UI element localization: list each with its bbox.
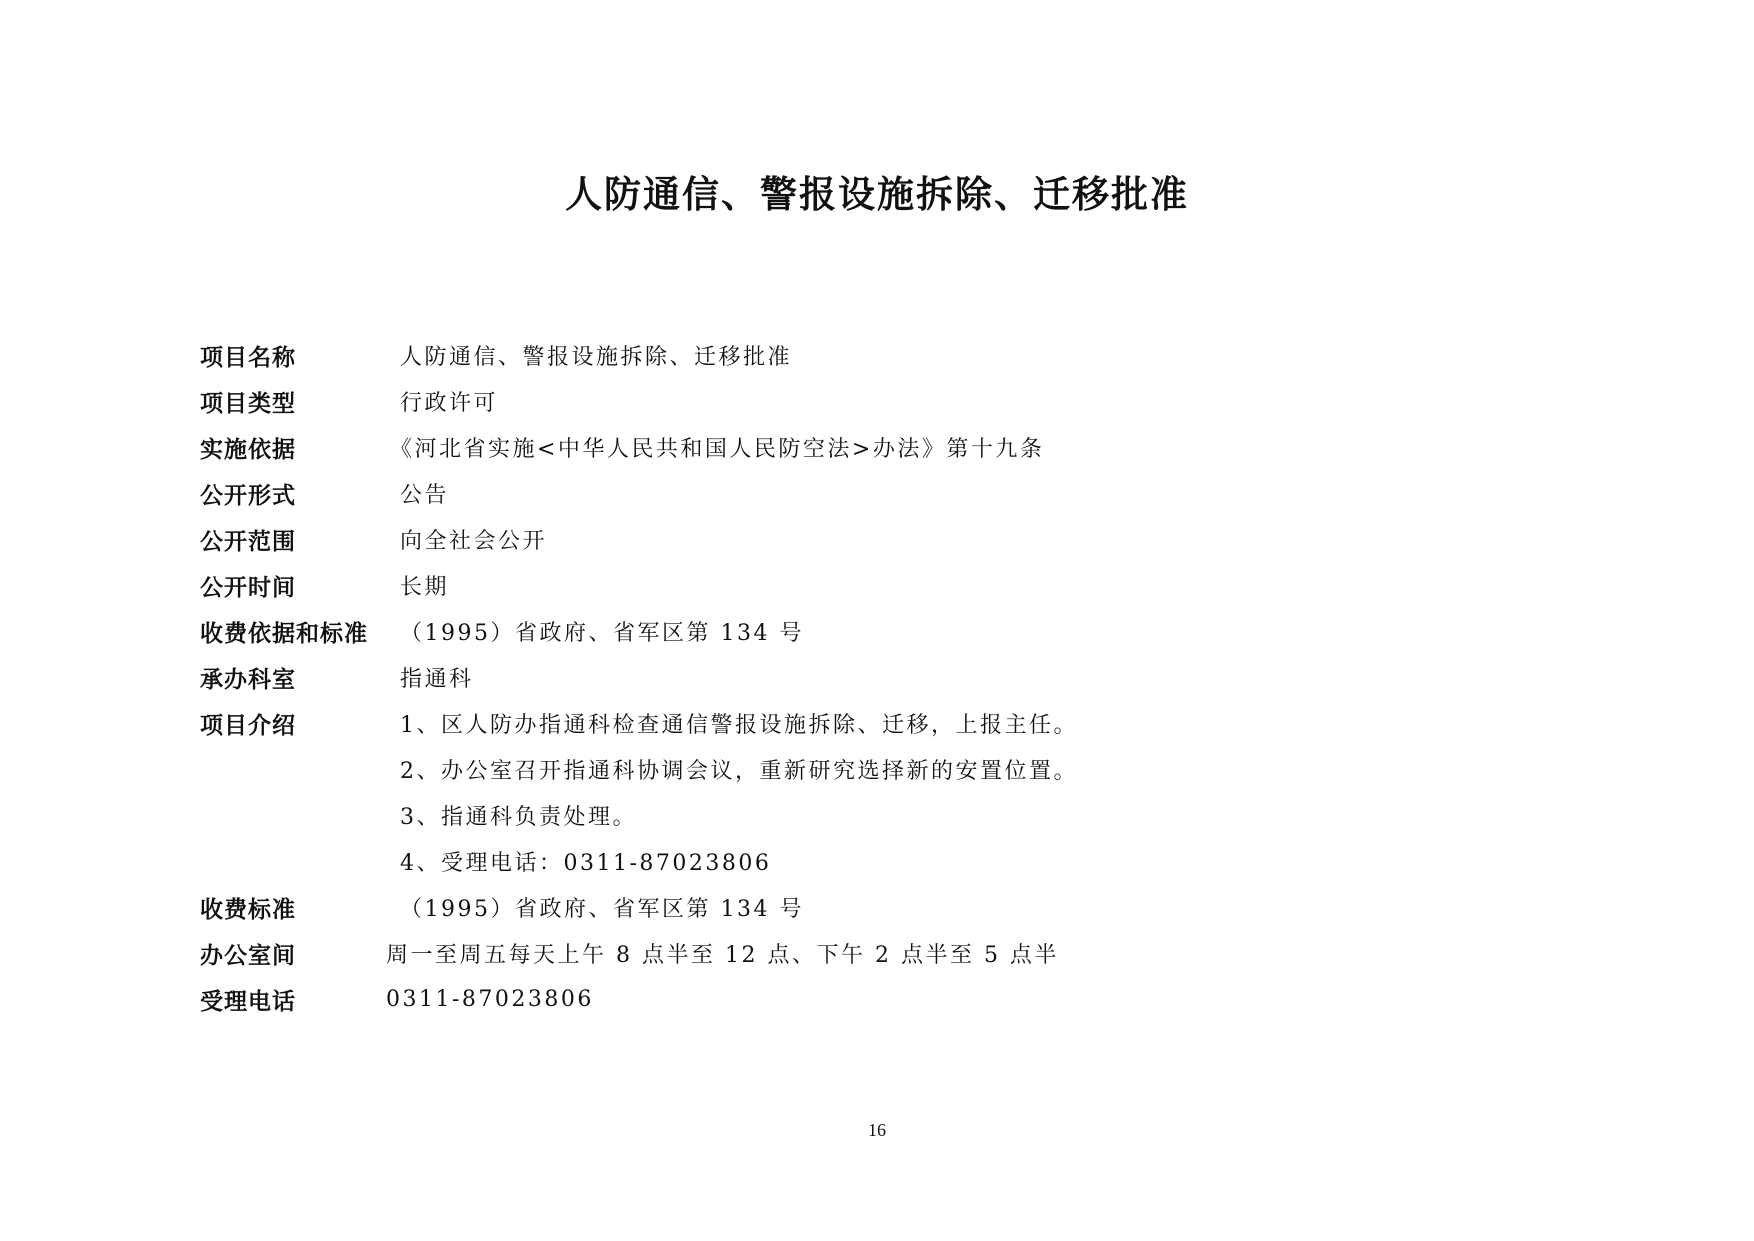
field-value: （1995）省政府、省军区第 134 号	[400, 896, 804, 922]
page-title: 人防通信、警报设施拆除、迁移批准	[565, 173, 1189, 216]
field-value: 4、受理电话：0311-87023806	[400, 850, 772, 876]
field-row-disclosure-time	[200, 562, 449, 608]
field-label: 办公室间	[200, 942, 296, 969]
field-label: 公开形式	[200, 482, 296, 509]
field-value: 《河北省实施<中华人民共和国人民防空法>办法》第十九条	[390, 436, 1045, 462]
field-label: 收费标准	[200, 896, 296, 923]
field-row-project-type	[200, 378, 498, 424]
field-value: 长期	[400, 574, 450, 600]
field-row-office-hours	[200, 930, 1059, 976]
field-value: 向全社会公开	[400, 528, 548, 554]
field-row-disclosure-form	[200, 470, 449, 516]
field-label: 实施依据	[200, 436, 296, 463]
field-label: 公开范围	[200, 528, 296, 555]
field-row-contact-phone	[200, 976, 594, 1022]
field-row-project-intro-2	[200, 746, 1078, 792]
field-row-fee-basis	[200, 608, 804, 654]
field-value: 行政许可	[400, 390, 499, 416]
field-label: 公开时间	[200, 574, 296, 601]
field-value: 0311-87023806	[386, 986, 594, 1012]
field-value: 人防通信、警报设施拆除、迁移批准	[400, 344, 793, 370]
field-label: 项目名称	[200, 344, 296, 371]
field-value: 指通科	[400, 666, 474, 692]
field-row-responsible-dept	[200, 654, 474, 700]
field-row-project-name	[200, 332, 792, 378]
field-value: （1995）省政府、省军区第 134 号	[400, 620, 804, 646]
field-value: 公告	[400, 482, 450, 508]
field-value: 1、区人防办指通科检查通信警报设施拆除、迁移，上报主任。	[400, 712, 1078, 738]
field-label: 承办科室	[200, 666, 296, 693]
field-row-fee-standard	[200, 884, 804, 930]
field-row-project-intro	[200, 700, 1078, 746]
field-label: 受理电话	[200, 988, 296, 1015]
field-value: 周一至周五每天上午 8 点半至 12 点、下午 2 点半至 5 点半	[386, 942, 1059, 968]
field-value: 2、办公室召开指通科协调会议，重新研究选择新的安置位置。	[400, 758, 1078, 784]
field-label: 收费依据和标准	[200, 620, 368, 647]
field-row-disclosure-scope	[200, 516, 547, 562]
field-row-project-intro-3	[200, 792, 637, 838]
field-row-legal-basis	[200, 424, 1044, 470]
field-row-project-intro-4	[200, 838, 771, 884]
field-label: 项目介绍	[200, 712, 296, 739]
field-value: 3、指通科负责处理。	[400, 804, 637, 830]
page-number: 16	[868, 1120, 886, 1140]
field-label: 项目类型	[200, 390, 296, 417]
